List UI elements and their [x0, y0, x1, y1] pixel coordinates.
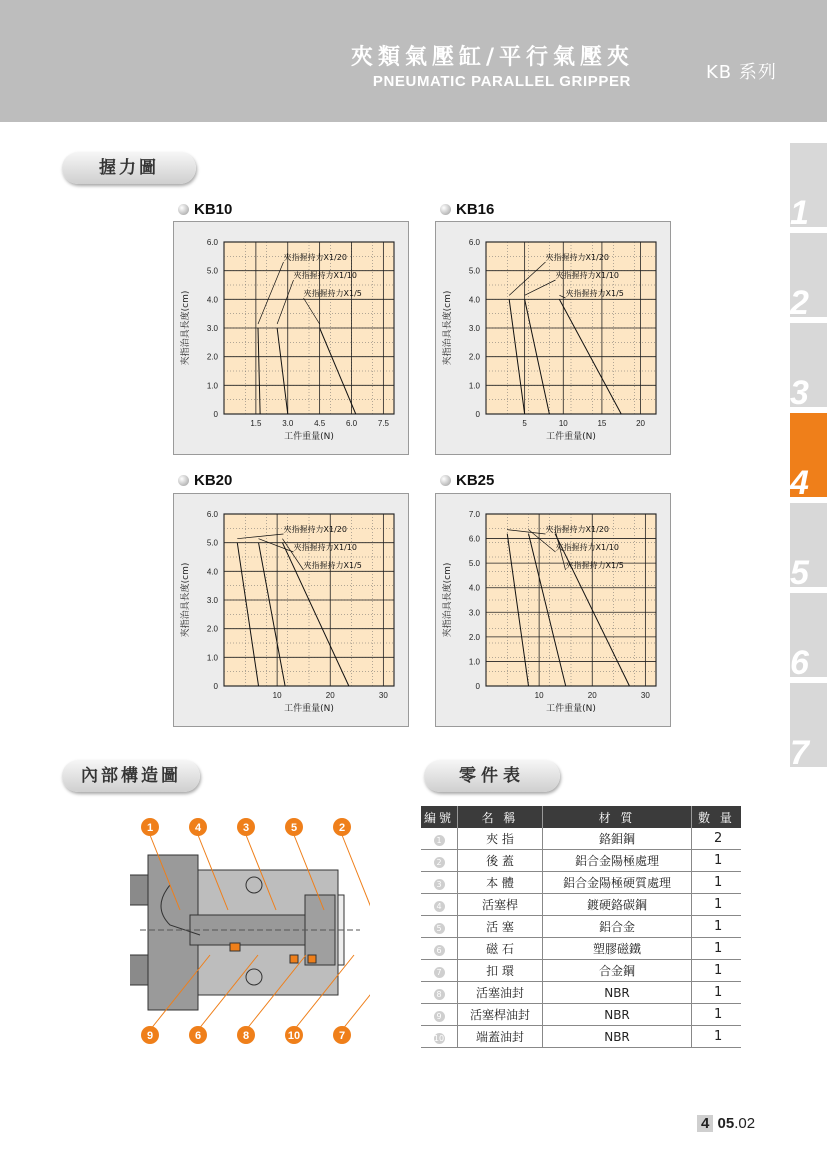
- y-tick-label: 2.0: [206, 352, 218, 362]
- part-number-cell: [421, 828, 458, 850]
- y-tick-label: 6.0: [468, 534, 480, 544]
- chart-title-kb25: KB25: [440, 472, 494, 489]
- part-name: 夾 指: [458, 828, 543, 850]
- grip-chart-kb25: [435, 493, 671, 727]
- callout-bottom-7-label: 7: [338, 1030, 346, 1042]
- page-suffix: .02: [734, 1115, 756, 1132]
- part-material: 塑膠磁鐵: [543, 938, 692, 960]
- series-label: 夾指握持力X1/10: [555, 271, 619, 280]
- x-tick-label: 1.5: [250, 419, 262, 428]
- x-tick-label: 20: [636, 419, 645, 428]
- part-qty: 1: [692, 1004, 742, 1026]
- table-row: [421, 850, 741, 872]
- part-qty: 1: [692, 872, 742, 894]
- chapter-tab-label: 5: [790, 554, 809, 587]
- grip-chart-kb20: [173, 493, 409, 727]
- structure-drawing: [130, 855, 360, 1010]
- table-row: [421, 916, 741, 938]
- series-label: 夾指握持力X1/5: [303, 289, 362, 298]
- y-tick-label: 5.0: [468, 266, 480, 276]
- internal-structure-diagram: [130, 815, 370, 1047]
- x-tick-label: 20: [325, 691, 335, 700]
- page-chapter: 4: [697, 1115, 713, 1132]
- callout-top-4-label: 4: [194, 822, 202, 834]
- y-tick-label: 1.0: [206, 381, 218, 391]
- part-number-cell: [421, 1004, 458, 1026]
- x-tick-label: 10: [558, 419, 568, 428]
- table-row: [421, 938, 741, 960]
- part-material: 鋁合金: [543, 916, 692, 938]
- part-name: 扣 環: [458, 960, 543, 982]
- part-name: 後 蓋: [458, 850, 543, 872]
- y-tick-label: 2.0: [468, 352, 480, 362]
- series-label: KB 系列: [706, 62, 777, 83]
- chapter-tab-5[interactable]: [790, 503, 827, 587]
- part-material: 鋁合金陽極處理: [543, 850, 692, 872]
- chapter-tab-label: 3: [790, 374, 809, 407]
- page-number: [697, 1115, 755, 1132]
- y-tick-label: 5.0: [206, 538, 218, 548]
- callout-bottom-8-label: 8: [242, 1030, 250, 1042]
- table-row: [421, 1026, 741, 1048]
- part-number-cell: [421, 850, 458, 872]
- y-tick-label: 1.0: [468, 381, 480, 391]
- x-tick-label: 20: [587, 691, 597, 700]
- part-number-badge: 2: [434, 857, 445, 868]
- part-number-cell: [421, 982, 458, 1004]
- x-tick-label: 10: [534, 691, 544, 700]
- part-number-badge: 10: [433, 1033, 445, 1043]
- x-tick-label: 7.5: [377, 419, 389, 428]
- y-tick-label: 4.0: [206, 295, 218, 305]
- chart-title-kb16: KB16: [440, 201, 494, 218]
- y-tick-label: 4.0: [468, 583, 480, 593]
- table-row: [421, 828, 741, 850]
- part-material: NBR: [543, 1026, 692, 1048]
- part-qty: 1: [692, 938, 742, 960]
- part-qty: 1: [692, 1026, 742, 1048]
- part-material: 鍍硬鉻碳鋼: [543, 894, 692, 916]
- part-qty: 1: [692, 982, 742, 1004]
- series-label: 夾指握持力X1/20: [283, 525, 347, 534]
- y-axis-label: 夾指治具長度(cm): [181, 562, 191, 638]
- part-number-cell: [421, 938, 458, 960]
- x-tick-label: 30: [378, 691, 388, 700]
- chapter-tab-label: 7: [790, 734, 809, 767]
- table-row: [421, 960, 741, 982]
- chapter-tab-6[interactable]: [790, 593, 827, 677]
- part-material: NBR: [543, 1004, 692, 1026]
- part-number-badge: 5: [434, 923, 445, 934]
- chapter-tab-label: 1: [790, 194, 809, 227]
- callout-leader-line: [342, 835, 370, 910]
- y-tick-label: 5.0: [468, 559, 480, 569]
- part-number-badge: 9: [434, 1011, 445, 1022]
- page-header: [0, 0, 827, 122]
- y-tick-label: 3.0: [468, 608, 480, 618]
- part-qty: 2: [692, 828, 742, 850]
- y-axis-label: 夾指治具長度(cm): [181, 290, 191, 366]
- grip-chart-kb10: [173, 221, 409, 455]
- header-title-zh: 夾類氣壓缸/平行氣壓夾: [350, 45, 634, 70]
- header-title-en: PNEUMATIC PARALLEL GRIPPER: [372, 73, 631, 90]
- part-material: 鉻鉬鋼: [543, 828, 692, 850]
- y-tick-label: 6.0: [468, 238, 480, 247]
- part-number-cell: [421, 894, 458, 916]
- part-qty: 1: [692, 850, 742, 872]
- section-title-parts-list: 零件表: [424, 760, 560, 792]
- chart-title-kb20: KB20: [178, 472, 232, 489]
- y-axis-label: 夾指治具長度(cm): [443, 290, 453, 366]
- part-name: 活塞油封: [458, 982, 543, 1004]
- part-number-cell: [421, 872, 458, 894]
- part-number-cell: [421, 960, 458, 982]
- page-main: 05: [717, 1115, 735, 1132]
- series-label: 夾指握持力X1/10: [293, 543, 357, 552]
- x-tick-label: 6.0: [345, 419, 358, 428]
- x-axis-label: 工件重量(N): [284, 432, 334, 442]
- header-no: 編號: [421, 806, 458, 828]
- part-number-badge: 1: [434, 835, 445, 846]
- part-name: 端蓋油封: [458, 1026, 543, 1048]
- x-tick-label: 10: [272, 691, 282, 700]
- parts-table: [421, 806, 741, 1048]
- y-tick-label: 0: [475, 410, 480, 419]
- y-tick-label: 6.0: [206, 238, 218, 247]
- callout-bottom-9-label: 9: [146, 1030, 154, 1042]
- callout-top-1-label: 1: [146, 822, 154, 834]
- header-qty: 數 量: [692, 806, 742, 828]
- callout-leader-line: [342, 955, 370, 1030]
- part-number-badge: 7: [434, 967, 445, 978]
- y-tick-label: 0: [475, 682, 480, 691]
- callout-top-5-label: 5: [290, 822, 298, 834]
- part-name: 活 塞: [458, 916, 543, 938]
- chapter-tab-label: 2: [790, 284, 809, 317]
- series-label: 夾指握持力X1/20: [545, 525, 609, 534]
- callout-bottom-6-label: 6: [194, 1030, 202, 1042]
- chapter-tab-4[interactable]: [790, 413, 827, 497]
- part-name: 磁 石: [458, 938, 543, 960]
- y-tick-label: 6.0: [206, 510, 218, 519]
- part-qty: 1: [692, 894, 742, 916]
- x-tick-label: 3.0: [282, 419, 294, 428]
- x-tick-label: 4.5: [314, 419, 326, 428]
- y-tick-label: 0: [213, 410, 218, 419]
- part-number-badge: 3: [434, 879, 445, 890]
- chart-svg: [436, 222, 670, 454]
- section-title-internal-structure: 內部構造圖: [62, 760, 200, 792]
- header-material: 材 質: [543, 806, 692, 828]
- y-tick-label: 7.0: [468, 510, 480, 519]
- chart-svg: [174, 222, 408, 454]
- part-name: 本 體: [458, 872, 543, 894]
- y-tick-label: 1.0: [206, 653, 218, 663]
- part-number-badge: 8: [434, 989, 445, 1000]
- chapter-tab-1[interactable]: [790, 143, 827, 227]
- series-label: 夾指握持力X1/10: [293, 271, 357, 280]
- chapter-tab-2[interactable]: [790, 233, 827, 317]
- callout-top-3-label: 3: [242, 822, 250, 834]
- chapter-tab-label: 6: [790, 644, 809, 677]
- series-label: 夾指握持力X1/5: [303, 561, 362, 570]
- chapter-tab-label: 4: [790, 464, 809, 497]
- bullet-icon: [178, 475, 189, 486]
- y-tick-label: 2.0: [206, 624, 218, 634]
- part-qty: 1: [692, 960, 742, 982]
- chapter-tab-3[interactable]: [790, 323, 827, 407]
- bullet-icon: [440, 204, 451, 215]
- y-tick-label: 3.0: [206, 324, 218, 333]
- y-tick-label: 3.0: [206, 596, 218, 605]
- table-row: [421, 982, 741, 1004]
- y-tick-label: 1.0: [468, 657, 480, 667]
- part-name: 活塞桿: [458, 894, 543, 916]
- y-tick-label: 2.0: [468, 632, 480, 642]
- callout-top-2-label: 2: [338, 822, 346, 834]
- part-qty: 1: [692, 916, 742, 938]
- x-axis-label: 工件重量(N): [284, 704, 334, 714]
- series-label: 夾指握持力X1/5: [565, 561, 624, 570]
- bullet-icon: [440, 475, 451, 486]
- table-row: [421, 894, 741, 916]
- part-name: 活塞桿油封: [458, 1004, 543, 1026]
- parts-table-header-row: [421, 806, 741, 828]
- part-material: NBR: [543, 982, 692, 1004]
- header-name: 名 稱: [458, 806, 543, 828]
- x-tick-label: 15: [597, 419, 607, 428]
- series-label: 夾指握持力X1/20: [545, 253, 609, 262]
- chapter-tab-7[interactable]: [790, 683, 827, 767]
- chart-title-kb10: KB10: [178, 201, 232, 218]
- grip-chart-kb16: [435, 221, 671, 455]
- part-number-cell: [421, 1026, 458, 1048]
- part-number-badge: 4: [434, 901, 445, 912]
- callout-bottom-10-label: 10: [287, 1030, 301, 1042]
- series-label: 夾指握持力X1/10: [555, 543, 619, 552]
- x-axis-label: 工件重量(N): [546, 704, 596, 714]
- y-tick-label: 0: [213, 682, 218, 691]
- chart-svg: [436, 494, 670, 726]
- part-number-badge: 6: [434, 945, 445, 956]
- table-row: [421, 872, 741, 894]
- part-material: 鋁合金陽極硬質處理: [543, 872, 692, 894]
- chart-svg: [174, 494, 408, 726]
- y-axis-label: 夾指治具長度(cm): [443, 562, 453, 638]
- y-tick-label: 4.0: [206, 567, 218, 577]
- y-tick-label: 5.0: [206, 266, 218, 276]
- x-tick-label: 30: [640, 691, 650, 700]
- section-title-grip-force: 握力圖: [62, 152, 196, 184]
- table-row: [421, 1004, 741, 1026]
- bullet-icon: [178, 204, 189, 215]
- x-axis-label: 工件重量(N): [546, 432, 596, 442]
- y-tick-label: 4.0: [468, 295, 480, 305]
- series-label: 夾指握持力X1/5: [565, 289, 624, 298]
- series-label: 夾指握持力X1/20: [283, 253, 347, 262]
- part-material: 合金鋼: [543, 960, 692, 982]
- y-tick-label: 3.0: [468, 324, 480, 333]
- part-number-cell: [421, 916, 458, 938]
- x-tick-label: 5: [522, 419, 527, 428]
